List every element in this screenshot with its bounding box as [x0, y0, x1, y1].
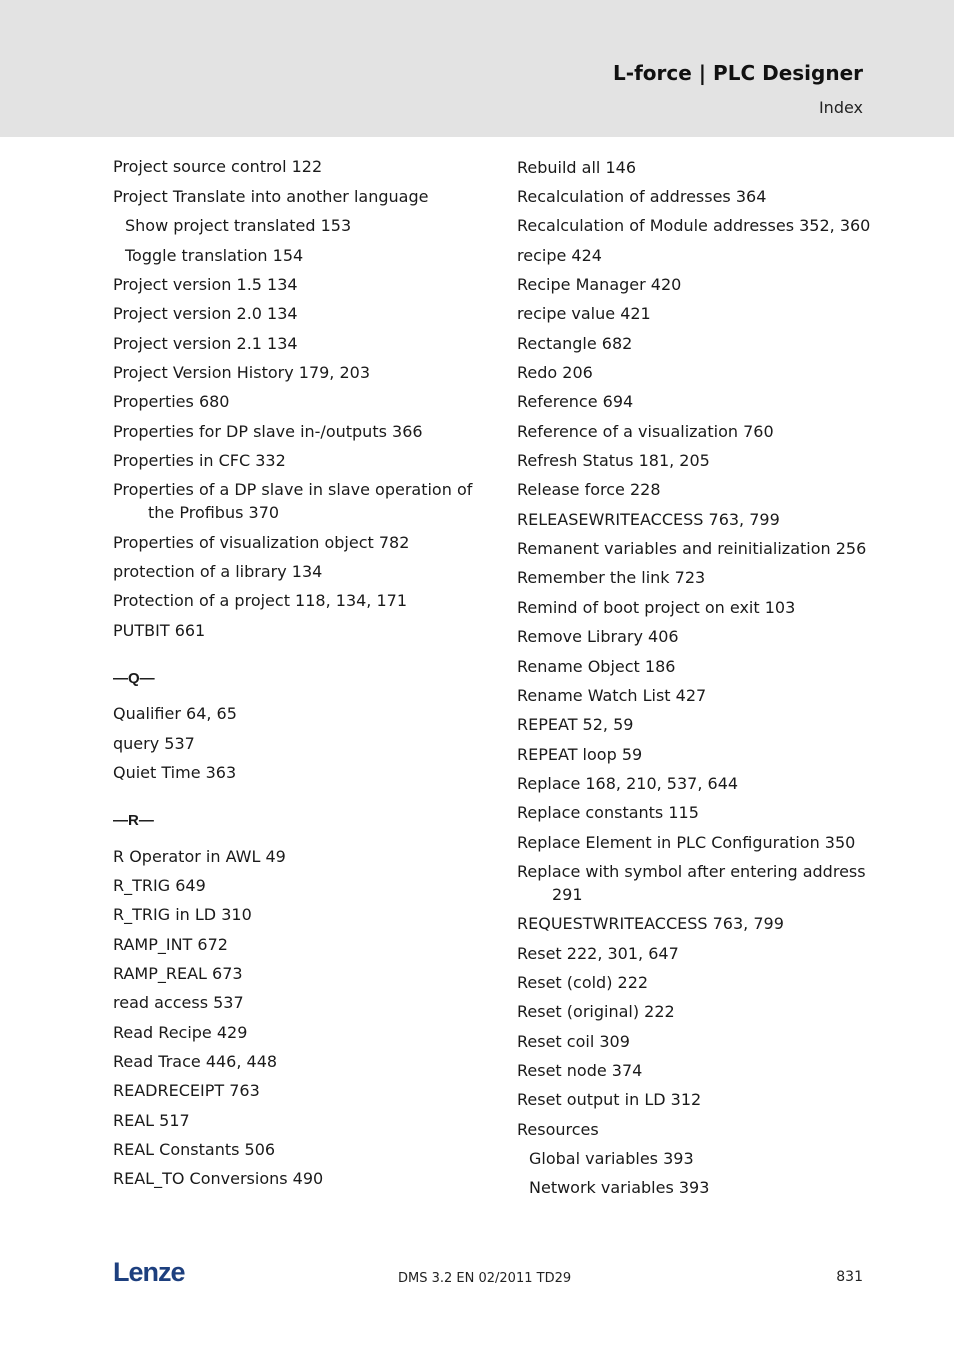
- index-subentry: [529, 1176, 709, 1199]
- index-entry: [113, 420, 423, 443]
- index-entry-text: Read Trace 446, 448: [113, 1052, 278, 1071]
- index-entry: [517, 361, 593, 384]
- index-entry: [113, 1109, 190, 1132]
- index-entry: [113, 732, 195, 755]
- index-entry: [113, 560, 322, 583]
- index-entry: [113, 845, 286, 868]
- index-entry: [113, 589, 407, 612]
- index-entry-text: RAMP_REAL 673: [113, 964, 243, 983]
- index-entry: [517, 772, 738, 795]
- index-entry-text: Replace Element in PLC Configuration 350: [517, 833, 856, 852]
- index-entry: [517, 156, 636, 179]
- index-entry: [113, 962, 243, 985]
- index-subentry: [529, 1147, 694, 1170]
- index-entry: [113, 531, 409, 554]
- index-entry-text: Reset node 374: [517, 1061, 643, 1080]
- index-entry-text: PUTBIT 661: [113, 621, 206, 640]
- index-entry: [113, 273, 298, 296]
- index-entry-text: Project Version History 179, 203: [113, 363, 371, 382]
- index-letter-heading: —Q—: [113, 670, 155, 687]
- index-entry-text: Toggle translation 154: [125, 246, 304, 265]
- index-entry-text: Reset 222, 301, 647: [517, 944, 679, 963]
- index-entry-text: Rectangle 682: [517, 334, 633, 353]
- index-entry-text: Project source control 122: [113, 157, 323, 176]
- index-entry: [517, 390, 633, 413]
- index-entry-text: REPEAT 52, 59: [517, 715, 634, 734]
- index-entry-text: Properties in CFC 332: [113, 451, 286, 470]
- index-entry: [517, 420, 774, 443]
- index-entry-text: Quiet Time 363: [113, 763, 237, 782]
- index-entry-text: Reset output in LD 312: [517, 1090, 702, 1109]
- index-entry-text: Remanent variables and reinitialization 256: [517, 539, 867, 558]
- index-entry-text: Remove Library 406: [517, 627, 679, 646]
- index-entry-text: Project version 1.5 134: [113, 275, 298, 294]
- index-entry: [113, 185, 428, 208]
- index-entry: [113, 903, 252, 926]
- index-entry-text: Reset (original) 222: [517, 1002, 675, 1021]
- index-entry-continuation: the Profibus 370: [148, 503, 280, 522]
- index-entry-text: REPEAT loop 59: [517, 745, 643, 764]
- index-entry-text: REAL_TO Conversions 490: [113, 1169, 324, 1188]
- index-entry: [517, 596, 795, 619]
- section-name: Index: [818, 98, 863, 117]
- index-entry: [113, 702, 237, 725]
- index-entry-text: Rebuild all 146: [517, 158, 636, 177]
- index-entry-text: Show project translated 153: [125, 216, 352, 235]
- index-entry: [517, 478, 661, 501]
- index-entry: [517, 743, 642, 766]
- index-entry-text: REAL 517: [113, 1111, 190, 1130]
- index-entry-text: Project version 2.1 134: [113, 334, 298, 353]
- index-entry-text: protection of a library 134: [113, 562, 323, 581]
- index-entry-text: Global variables 393: [529, 1149, 694, 1168]
- index-entry-text: Protection of a project 118, 134, 171: [113, 591, 408, 610]
- index-entry: [517, 713, 633, 736]
- index-entry-text: Project Translate into another language: [113, 187, 429, 206]
- index-entry: [517, 684, 706, 707]
- page-header: [0, 0, 954, 137]
- index-entry: [517, 508, 780, 531]
- index-entry: [113, 1138, 275, 1161]
- index-entry: [517, 971, 648, 994]
- index-entry: [517, 273, 681, 296]
- index-entry-continuation: 291: [552, 885, 583, 904]
- index-entry: [517, 537, 866, 560]
- index-entry-text: R Operator in AWL 49: [113, 847, 286, 866]
- index-entry: [517, 1030, 630, 1053]
- index-entry-text: Properties 680: [113, 392, 230, 411]
- index-entry: [517, 1059, 642, 1082]
- index-entry-text: Qualifier 64, 65: [113, 704, 237, 723]
- index-entry-text: Recalculation of Module addresses 352, 360: [517, 216, 871, 235]
- index-entry-text: Recalculation of addresses 364: [517, 187, 767, 206]
- index-entry: [517, 801, 699, 824]
- index-entry: [517, 302, 651, 325]
- index-entry: [517, 332, 632, 355]
- index-entry-text: Recipe Manager 420: [517, 275, 682, 294]
- index-entry-text: Rename Watch List 427: [517, 686, 707, 705]
- index-letter-heading: —R—: [113, 812, 154, 829]
- index-entry-text: REQUESTWRITEACCESS 763, 799: [517, 914, 784, 933]
- index-entry: [517, 185, 766, 208]
- index-entry: [113, 874, 206, 897]
- index-entry: [517, 214, 870, 237]
- index-entry: [517, 1118, 599, 1141]
- index-entry-text: Read Recipe 429: [113, 1023, 248, 1042]
- index-entry: [113, 449, 286, 472]
- index-entry-text: Project version 2.0 134: [113, 304, 298, 323]
- index-entry-text: R_TRIG 649: [113, 876, 206, 895]
- index-entry: [517, 942, 679, 965]
- index-subentry: [125, 214, 351, 237]
- index-entry-text: RELEASEWRITEACCESS 763, 799: [517, 510, 780, 529]
- index-entry: [113, 761, 236, 784]
- index-entry: [517, 566, 705, 589]
- page-number: 831: [836, 1269, 863, 1285]
- index-entry-text: Reset coil 309: [517, 1032, 630, 1051]
- index-entry-text: Reference 694: [517, 392, 634, 411]
- index-entry: [517, 449, 710, 472]
- lenze-logo: Lenze: [113, 1257, 185, 1287]
- index-entry-text: Remind of boot project on exit 103: [517, 598, 796, 617]
- document-title: L-force | PLC Designer: [613, 61, 863, 85]
- index-entry-text: RAMP_INT 672: [113, 935, 228, 954]
- index-entry: [113, 478, 472, 524]
- index-entry: [113, 1167, 323, 1190]
- index-entry-text: Resources: [517, 1120, 599, 1139]
- index-entry-text: Replace with symbol after entering address: [517, 862, 866, 881]
- index-entry: [113, 1079, 260, 1102]
- index-entry: [113, 155, 322, 178]
- index-entry-text: Remember the link 723: [517, 568, 706, 587]
- index-entry: [113, 361, 370, 384]
- index-entry: [517, 625, 679, 648]
- index-entry: [517, 1000, 675, 1023]
- index-entry-text: Replace 168, 210, 537, 644: [517, 774, 739, 793]
- index-entry: [517, 831, 855, 854]
- index-entry-text: REAL Constants 506: [113, 1140, 276, 1159]
- index-entry-text: Properties of a DP slave in slave operation of: [113, 480, 473, 499]
- index-entry-text: Reference of a visualization 760: [517, 422, 774, 441]
- index-entry: [517, 912, 784, 935]
- index-entry: [113, 390, 229, 413]
- index-entry-text: Properties of visualization object 782: [113, 533, 410, 552]
- index-entry-text: Replace constants 115: [517, 803, 699, 822]
- index-entry-text: Release force 228: [517, 480, 661, 499]
- index-entry: [517, 655, 675, 678]
- index-entry: [113, 991, 244, 1014]
- index-entry-text: Redo 206: [517, 363, 593, 382]
- index-entry: [517, 860, 866, 906]
- index-entry: [113, 302, 298, 325]
- index-entry: [113, 332, 298, 355]
- index-entry-text: READRECEIPT 763: [113, 1081, 260, 1100]
- index-entry-text: query 537: [113, 734, 195, 753]
- index-entry-text: recipe value 421: [517, 304, 651, 323]
- index-entry: [113, 1021, 247, 1044]
- index-entry: [517, 244, 602, 267]
- index-entry-text: R_TRIG in LD 310: [113, 905, 252, 924]
- document-reference: DMS 3.2 EN 02/2011 TD29: [398, 1271, 572, 1286]
- index-entry: [113, 1050, 277, 1073]
- index-entry-text: recipe 424: [517, 246, 602, 265]
- index-entry-text: Properties for DP slave in-/outputs 366: [113, 422, 423, 441]
- index-entry: [517, 1088, 701, 1111]
- index-entry: [113, 933, 228, 956]
- index-entry-text: Reset (cold) 222: [517, 973, 649, 992]
- index-entry-text: Refresh Status 181, 205: [517, 451, 710, 470]
- index-entry: [113, 619, 205, 642]
- index-entry-text: read access 537: [113, 993, 244, 1012]
- index-subentry: [125, 244, 303, 267]
- index-entry-text: Network variables 393: [529, 1178, 710, 1197]
- index-entry-text: Rename Object 186: [517, 657, 676, 676]
